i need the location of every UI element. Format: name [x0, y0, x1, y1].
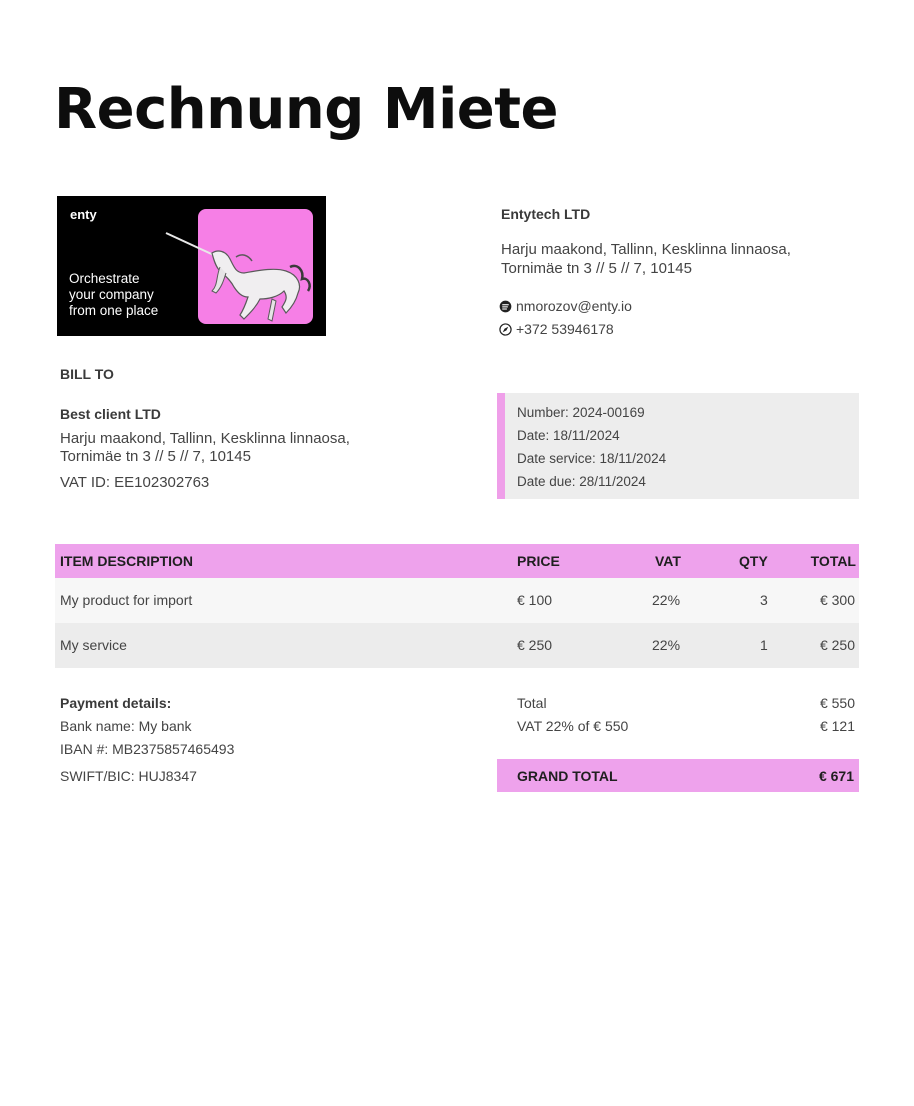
payment-details-label: Payment details: — [60, 695, 172, 711]
company-phone[interactable]: +372 53946178 — [516, 321, 614, 337]
row-total: € 250 — [819, 637, 855, 653]
payment-swift: SWIFT/BIC: HUJ8347 — [60, 768, 197, 784]
header-price: PRICE — [517, 553, 560, 569]
table-row — [55, 623, 859, 668]
company-logo-banner — [57, 196, 326, 336]
page-title: Rechnung Miete — [54, 77, 558, 142]
table-row — [55, 578, 859, 623]
grand-total-bar — [497, 759, 859, 792]
company-phone-row — [499, 320, 614, 339]
company-address-line2: Tornimäe tn 3 // 5 // 7, 10145 — [501, 260, 692, 277]
client-address-line1: Harju maakond, Tallinn, Kesklinna linnaosa, — [60, 430, 350, 447]
logo-tagline-line: from one place — [69, 303, 159, 318]
company-address-line1: Harju maakond, Tallinn, Kesklinna linnaosa, — [501, 241, 791, 258]
vat-value: € 121 — [819, 718, 855, 734]
items-table — [55, 544, 859, 668]
client-name: Best client LTD — [60, 406, 161, 422]
company-email[interactable]: nmorozov@enty.io — [516, 298, 632, 314]
invoice-number: Number: 2024-00169 — [517, 405, 645, 420]
row-description: My service — [60, 637, 127, 653]
unicorn-illustration — [198, 209, 313, 324]
vat-label: VAT 22% of € 550 — [517, 718, 629, 734]
invoice-date: Date: 18/11/2024 — [517, 428, 620, 443]
invoice-date-service: Date service: 18/11/2024 — [517, 451, 667, 466]
payment-bank: Bank name: My bank — [60, 718, 192, 734]
row-qty: 1 — [760, 637, 768, 653]
chat-bubble-icon — [499, 300, 512, 313]
row-description: My product for import — [60, 592, 193, 608]
logo-tagline-line: your company — [69, 287, 154, 302]
grand-total-value: € 671 — [818, 768, 854, 784]
total-label: Total — [517, 695, 547, 711]
table-header — [55, 544, 859, 578]
header-total: TOTAL — [810, 553, 856, 569]
payment-iban: IBAN #: MB2375857465493 — [60, 741, 235, 757]
invoice-info-box — [497, 393, 859, 499]
company-email-row — [499, 297, 632, 316]
header-vat: VAT — [655, 553, 681, 569]
row-price: € 100 — [517, 592, 553, 608]
logo-brand-text: enty — [70, 207, 97, 222]
info-accent-bar — [497, 393, 505, 499]
logo-tagline-line: Orchestrate — [69, 271, 140, 286]
client-address-line2: Tornimäe tn 3 // 5 // 7, 10145 — [60, 448, 251, 465]
row-price: € 250 — [517, 637, 553, 653]
grand-total-label: GRAND TOTAL — [517, 768, 618, 784]
row-qty: 3 — [760, 592, 768, 608]
header-description: ITEM DESCRIPTION — [60, 553, 194, 569]
row-total: € 300 — [819, 592, 855, 608]
unicorn-icon — [152, 227, 326, 327]
client-vat-id: VAT ID: EE102302763 — [60, 474, 210, 491]
invoice-date-due: Date due: 28/11/2024 — [517, 474, 646, 489]
compass-icon — [499, 323, 512, 336]
total-value: € 550 — [819, 695, 855, 711]
bill-to-label: BILL TO — [60, 366, 114, 382]
row-vat: 22% — [652, 592, 681, 608]
company-name: Entytech LTD — [501, 206, 591, 222]
row-vat: 22% — [652, 637, 681, 653]
header-qty: QTY — [739, 553, 768, 569]
